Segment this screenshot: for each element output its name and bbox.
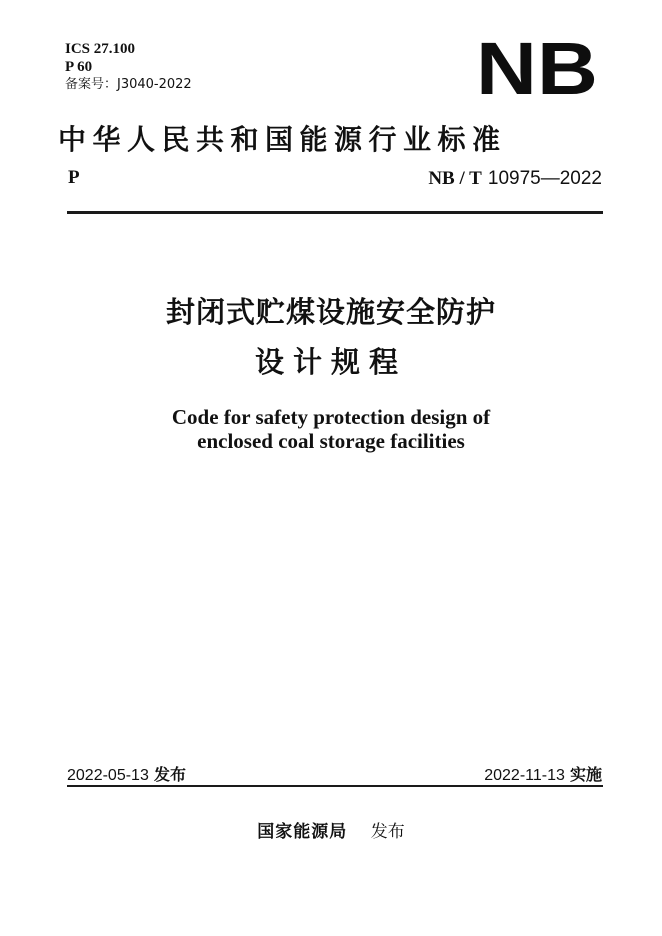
implement-date: 2022-11-13 xyxy=(484,767,565,784)
ics-code: ICS 27.100 xyxy=(65,41,136,57)
issue-date-block xyxy=(67,762,186,785)
standard-prefix: NB / T xyxy=(428,168,482,189)
ccs-code: P 60 xyxy=(65,59,93,75)
title-en-line1: Code for safety protection design of xyxy=(171,405,491,429)
bottom-divider xyxy=(67,785,603,787)
standard-code: 10975—2022 xyxy=(487,168,602,189)
classification-letter: P xyxy=(68,167,80,188)
title-en-line2: enclosed coal storage facilities xyxy=(197,429,465,453)
classification-block xyxy=(65,40,192,94)
issue-date: 2022-05-13 xyxy=(67,767,149,784)
nb-logo: NB xyxy=(476,27,598,110)
record-number: 备案号：J3040-2022 xyxy=(65,77,192,92)
publisher-name: 国家能源局 xyxy=(257,822,348,842)
implement-date-block xyxy=(484,762,602,785)
implement-label: 实施 xyxy=(569,765,602,784)
publisher-action: 发布 xyxy=(370,822,405,842)
title-cn-line1: 封闭式贮煤设施安全防护 xyxy=(165,295,496,329)
top-divider xyxy=(67,211,603,214)
standard-number xyxy=(428,167,602,190)
issue-label: 发布 xyxy=(153,765,186,784)
agency-title: 中华人民共和国能源行业标准 xyxy=(58,123,507,156)
publisher-line xyxy=(0,817,662,842)
title-cn-line2: 设计规程 xyxy=(254,345,407,379)
